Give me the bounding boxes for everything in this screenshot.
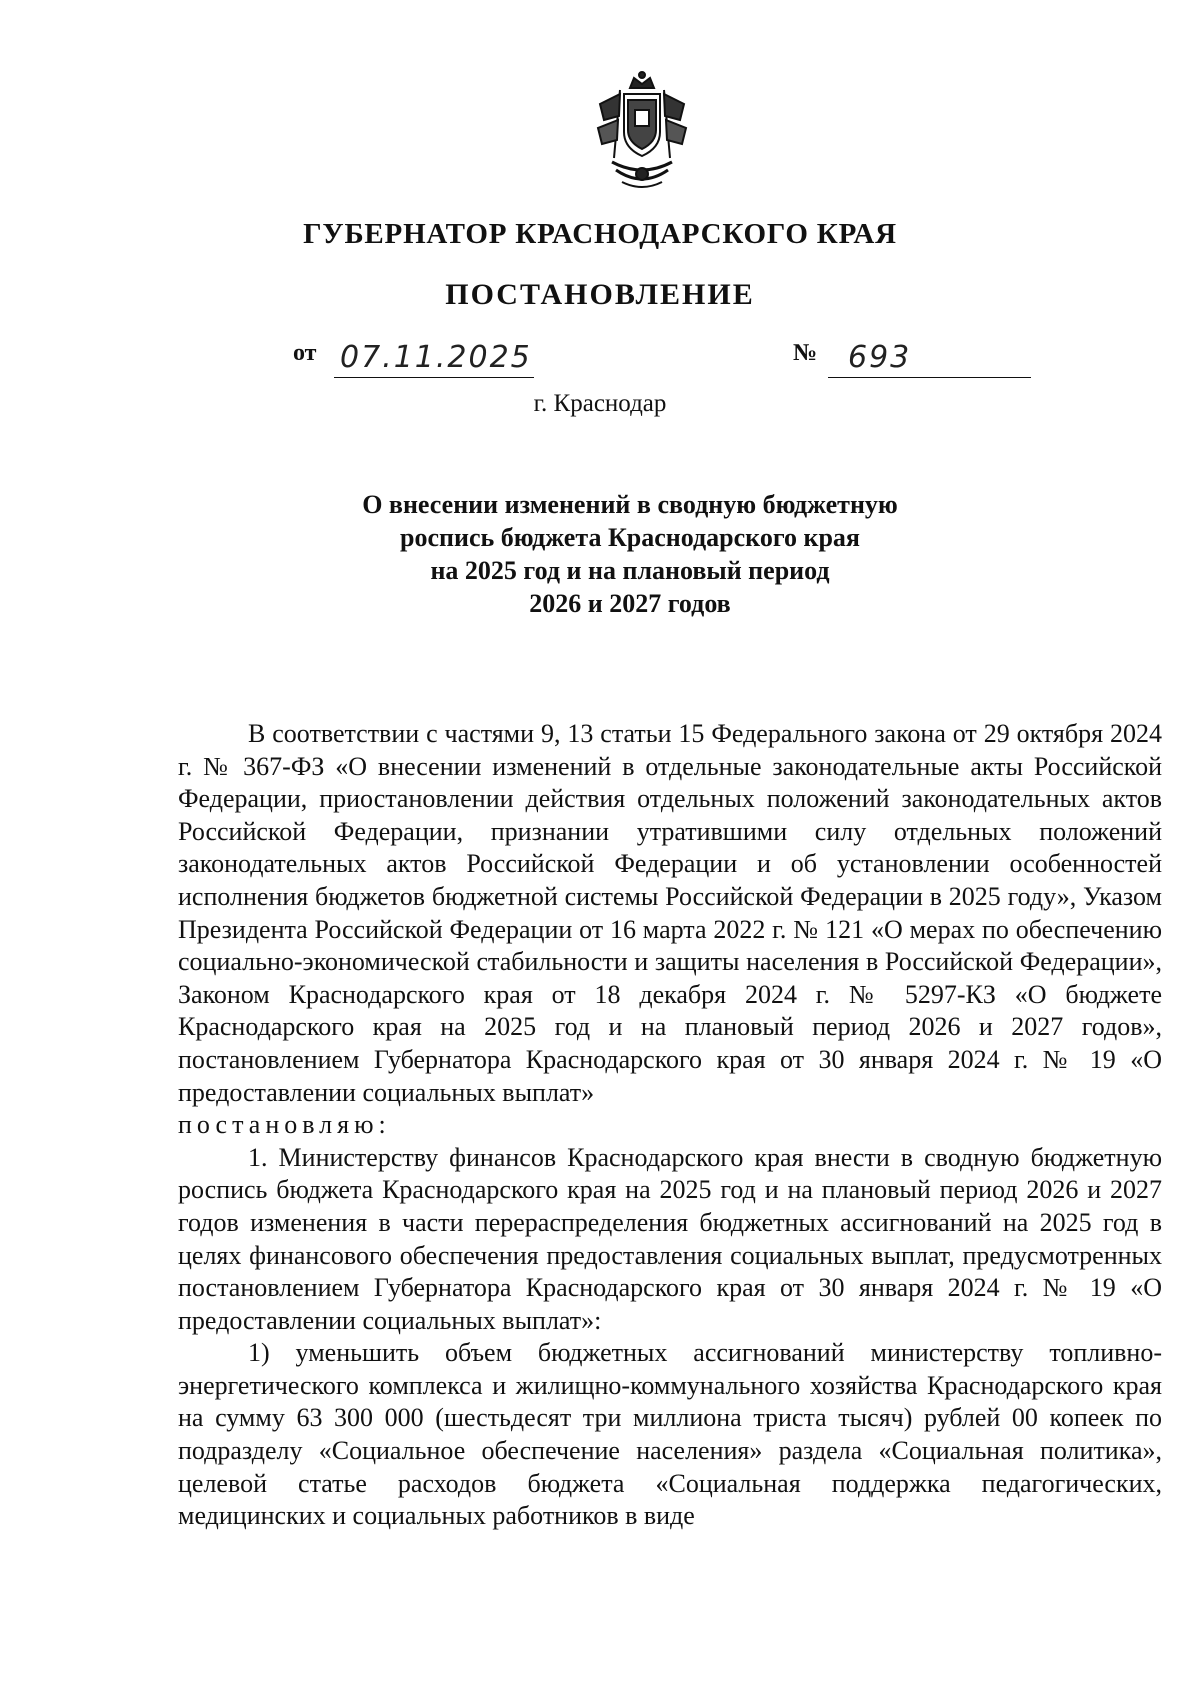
coat-of-arms-emblem <box>592 70 692 195</box>
number-prefix: № <box>793 340 818 366</box>
document-type: ПОСТАНОВЛЕНИЕ <box>445 278 755 311</box>
handwritten-date: 07.11.2025 <box>340 340 532 375</box>
document-subject <box>300 488 960 620</box>
city-line: г. Краснодар <box>533 390 667 417</box>
number-field <box>828 340 1031 378</box>
date-field <box>334 340 534 378</box>
document-body <box>178 718 1162 1533</box>
subject-line: роспись бюджета Краснодарского края <box>400 523 860 552</box>
item-1-paragraph: 1. Министерству финансов Краснодарского края внести в сводную бюджетную роспись бюджета Краснодарского края на 2025 год и на плановый период 2026 и 2027 годов изменения в части перераспределения бюджетных ассигнований на 2025 год в целях финансового обеспечения предоставления социальных выплат, предусмотренных постановлением Губернатора Краснодарского края от 30 января 2024 г. № 19 «О предоставлении социальных выплат»: <box>178 1142 1162 1335</box>
issuing-authority: ГУБЕРНАТОР КРАСНОДАРСКОГО КРАЯ <box>303 218 897 250</box>
subject-line: 2026 и 2027 годов <box>529 589 731 618</box>
handwritten-number: 693 <box>848 340 912 375</box>
subject-line: О внесении изменений в сводную бюджетную <box>362 490 898 519</box>
resolve-word: постановляю: <box>178 1110 391 1140</box>
preamble-paragraph: В соответствии с частями 9, 13 статьи 15 Федерального закона от 29 октября 2024 г. № 367-ФЗ «О внесении изменений в отдельные законодательные акты Российской Федерации, приостановлении действия отдельных положений законодательных актов Российской Федерации, признании утратившими силу отдельных положений законодательных актов Российской Федерации и об установлении особенностей исполнения бюджетов бюджетной системы Российской Федерации в 2025 году», Указом Президента Российской Федерации от 16 марта 2022 г. № 121 «О мерах по обеспечению социально-экономической стабильности и защиты населения в Российской Федерации», Законом Краснодарского края от 18 декабря 2024 г. № 5297-КЗ «О бюджете Краснодарского края на 2025 год и на плановый период 2026 и 2027 годов», постановлением Губернатора Краснодарского края от 30 января 2024 г. № 19 «О предоставлении социальных выплат» <box>178 719 1162 1107</box>
item-1-1-paragraph: 1) уменьшить объем бюджетных ассигнований министерству топливно-энергетического комплекса и жилищно-коммунального хозяйства Краснодарского края на сумму 63 300 000 (шестьдесят три миллиона триста тысяч) рублей 00 копеек по подразделу «Социальное обеспечение населения» раздела «Социальная политика», целевой статье расходов бюджета «Социальная поддержка педагогических, медицинских и социальных работников в виде <box>178 1338 1162 1531</box>
subject-line: на 2025 год и на плановый период <box>430 556 830 585</box>
date-prefix: от <box>293 340 317 366</box>
